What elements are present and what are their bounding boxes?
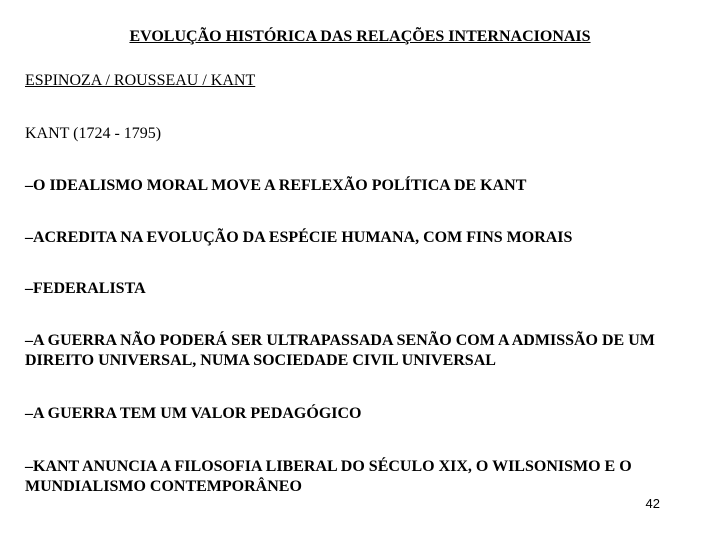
bullet-point: –KANT ANUNCIA A FILOSOFIA LIBERAL DO SÉCULO XIX, O WILSONISMO E O MUNDIALISMO CONTEMPORÂNEO bbox=[25, 458, 632, 495]
bullet-point: –O IDEALISMO MORAL MOVE A REFLEXÃO POLÍTICA DE KANT bbox=[25, 177, 527, 194]
slide-subtitle: ESPINOZA / ROUSSEAU / KANT bbox=[25, 72, 256, 89]
page-number: 42 bbox=[645, 496, 660, 511]
bullet-point: –ACREDITA NA EVOLUÇÃO DA ESPÉCIE HUMANA, COM FINS MORAIS bbox=[25, 229, 573, 246]
bullet-point: –A GUERRA TEM UM VALOR PEDAGÓGICO bbox=[25, 405, 362, 422]
bullet-point: –A GUERRA NÃO PODERÁ SER ULTRAPASSADA SENÃO COM A ADMISSÃO DE UM DIREITO UNIVERSAL, NUMA SOCIEDADE CIVIL UNIVERSAL bbox=[25, 332, 655, 369]
bullet-point: –FEDERALISTA bbox=[25, 280, 146, 297]
section-heading: KANT (1724 - 1795) bbox=[25, 125, 162, 142]
slide-title: EVOLUÇÃO HISTÓRICA DAS RELAÇÕES INTERNACIONAIS bbox=[129, 28, 591, 45]
